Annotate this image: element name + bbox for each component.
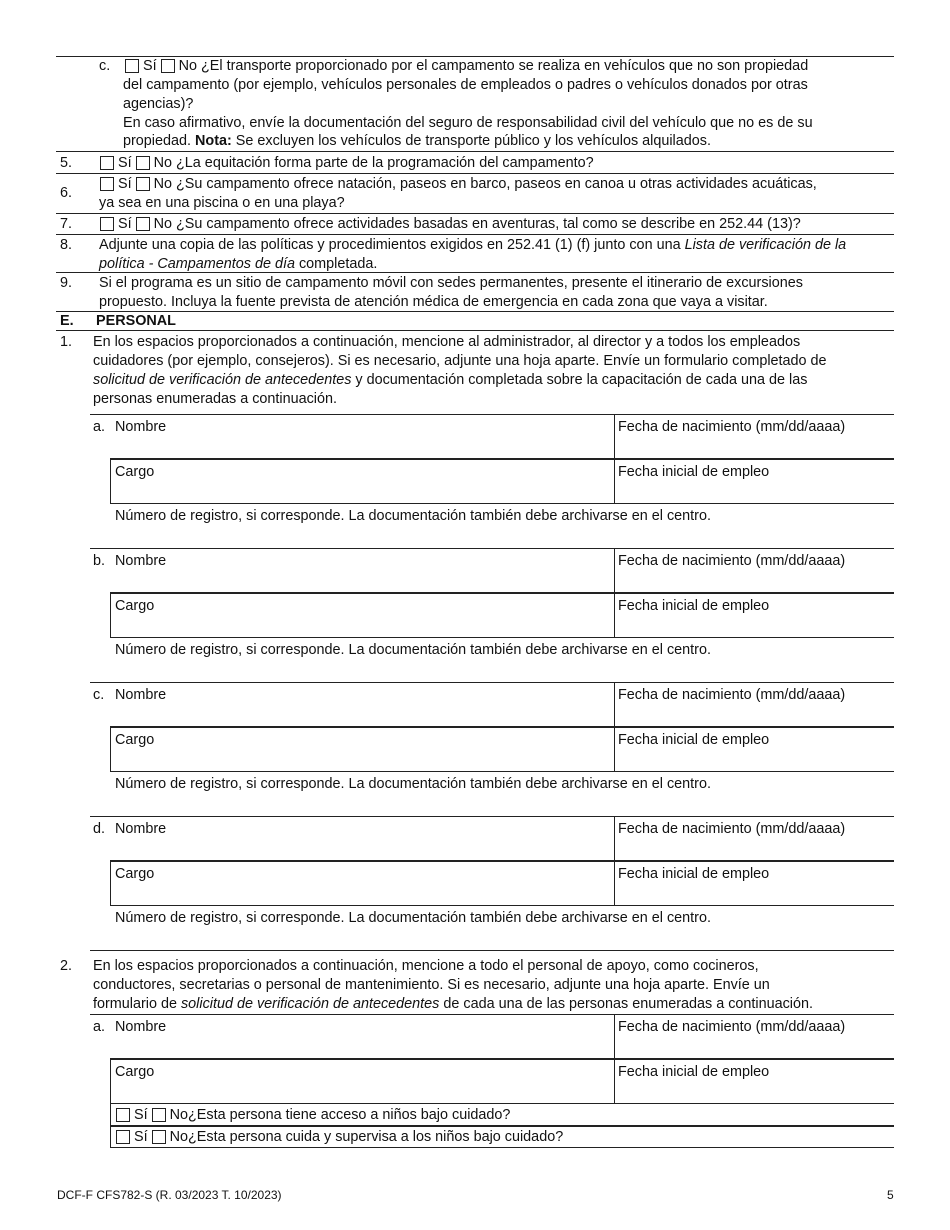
block-letter: c.	[93, 687, 105, 703]
rule	[90, 548, 894, 549]
registry-label[interactable]: Número de registro, si corresponde. La documentación también debe archivarse en el centro.	[115, 910, 711, 926]
item-number: 8.	[60, 237, 73, 253]
support-text-post: de cada una de las personas enumeradas a continuación.	[443, 996, 814, 1012]
no-checkbox[interactable]	[152, 1108, 166, 1122]
yes-checkbox[interactable]	[100, 217, 114, 231]
rule	[56, 311, 894, 312]
no-label: No	[169, 1107, 189, 1123]
block-letter: b.	[93, 553, 106, 569]
start-date-label[interactable]: Fecha inicial de empleo	[618, 732, 770, 748]
support-instructions: conductores, secretarias o personal de mantenimiento. Si es necesario, adjunte una hoja aparte. Envíe un	[93, 977, 770, 993]
divider	[110, 458, 111, 503]
rule	[90, 682, 894, 683]
rule	[90, 816, 894, 817]
item-number: 2.	[60, 958, 73, 974]
divider	[110, 726, 111, 771]
position-label[interactable]: Cargo	[115, 866, 155, 882]
form-id: DCF-F CFS782-S (R. 03/2023 T. 10/2023)	[57, 1188, 282, 1202]
question-text: ya sea en una piscina o en una playa?	[99, 195, 345, 211]
item-number: 1.	[60, 334, 73, 350]
start-date-label[interactable]: Fecha inicial de empleo	[618, 464, 770, 480]
registry-label[interactable]: Número de registro, si corresponde. La documentación también debe archivarse en el centro.	[115, 642, 711, 658]
rule	[110, 1147, 894, 1148]
name-label: Nombre	[115, 1019, 167, 1035]
note-prefix: propiedad.	[123, 133, 192, 149]
form-title: solicitud de verificación de antecedentes	[93, 372, 352, 388]
rule	[90, 414, 894, 415]
no-checkbox[interactable]	[136, 156, 150, 170]
policy-checklist-title-2: política - Campamentos de día	[99, 256, 295, 272]
yes-label: Sí	[118, 216, 132, 232]
adventure-question	[100, 215, 801, 234]
policy-checklist-title: Lista de verificación de la	[684, 237, 847, 253]
question-text: del campamento (por ejemplo, vehículos personales de empleados o padres o vehículos donados por otras	[123, 77, 808, 93]
no-checkbox[interactable]	[152, 1130, 166, 1144]
rule	[56, 173, 894, 174]
itinerary-text: propuesto. Incluya la fuente prevista de atención médica de emergencia en cada zona que vaya a visitar.	[99, 294, 768, 310]
position-label[interactable]: Cargo	[115, 598, 155, 614]
divider	[110, 860, 111, 905]
staff-instructions: En los espacios proporcionados a continuación, mencione al administrador, al director y a todos los empleados	[93, 334, 801, 350]
question-text: ¿La equitación forma parte de la programación del campamento?	[176, 155, 594, 171]
name-label[interactable]: Nombre	[115, 821, 167, 837]
no-checkbox[interactable]	[136, 177, 150, 191]
item-number: 9.	[60, 275, 73, 291]
rule	[110, 1058, 894, 1060]
rule	[110, 458, 894, 460]
no-label: No	[169, 1129, 189, 1145]
item-letter: c.	[99, 58, 111, 74]
itinerary-text: Si el programa es un sitio de campamento móvil con sedes permanentes, presente el itinerario de excursiones	[99, 275, 803, 291]
supervise-question	[116, 1128, 563, 1147]
registry-label[interactable]: Número de registro, si corresponde. La documentación también debe archivarse en el centro.	[115, 776, 711, 792]
yes-label: Sí	[134, 1107, 148, 1123]
rule	[110, 592, 894, 594]
item-number: 6.	[60, 185, 73, 201]
rule	[56, 330, 894, 331]
form-title: solicitud de verificación de antecedentes	[180, 996, 440, 1012]
policy-text	[99, 236, 846, 255]
yes-checkbox[interactable]	[100, 177, 114, 191]
rule	[56, 213, 894, 214]
position-label[interactable]: Cargo	[115, 732, 155, 748]
rule	[110, 860, 894, 862]
rule	[110, 905, 894, 906]
section-title: PERSONAL	[96, 313, 176, 329]
dob-label[interactable]: Fecha de nacimiento (mm/dd/aaaa)	[618, 553, 846, 569]
block-letter: d.	[93, 821, 106, 837]
rule	[56, 151, 894, 152]
question-text: ¿Esta persona cuida y supervisa a los niños bajo cuidado?	[188, 1129, 564, 1145]
yes-checkbox[interactable]	[116, 1108, 130, 1122]
dob-label: Fecha de nacimiento (mm/dd/aaaa)	[618, 1019, 846, 1035]
note-body: Se excluyen los vehículos de transporte público y los vehículos alquilados.	[235, 133, 711, 149]
yes-checkbox[interactable]	[125, 59, 139, 73]
no-label: No	[178, 58, 198, 74]
name-label[interactable]: Nombre	[115, 687, 167, 703]
position-label[interactable]: Cargo	[115, 464, 155, 480]
item-number: 7.	[60, 216, 73, 232]
no-checkbox[interactable]	[161, 59, 175, 73]
question-text: ¿Su campamento ofrece natación, paseos en barco, paseos en canoa u otras actividades acuáticas,	[176, 176, 817, 192]
rule	[110, 637, 894, 638]
rule	[110, 503, 894, 504]
support-instructions	[93, 995, 813, 1014]
note-text	[123, 132, 711, 151]
no-checkbox[interactable]	[136, 217, 150, 231]
question-text: agencias)?	[123, 96, 194, 112]
note-label: Nota:	[195, 133, 232, 149]
name-label[interactable]: Nombre	[115, 419, 167, 435]
support-text-pre: formulario de	[93, 996, 177, 1012]
item-number: 5.	[60, 155, 73, 171]
registry-label[interactable]: Número de registro, si corresponde. La documentación también debe archivarse en el centro.	[115, 508, 711, 524]
staff-instructions-3: y documentación completada sobre la capacitación de cada una de las	[355, 372, 808, 388]
yes-label: Sí	[118, 176, 132, 192]
start-date-label[interactable]: Fecha inicial de empleo	[618, 866, 770, 882]
question-text: ¿El transporte proporcionado por el campamento se realiza en vehículos que no son propiedad	[201, 58, 809, 74]
access-question	[116, 1106, 510, 1125]
position-label: Cargo	[115, 1064, 155, 1080]
water-question	[100, 175, 817, 194]
rule	[110, 726, 894, 728]
yes-label: Sí	[134, 1129, 148, 1145]
yes-checkbox[interactable]	[100, 156, 114, 170]
dob-label[interactable]: Fecha de nacimiento (mm/dd/aaaa)	[618, 821, 846, 837]
yes-label: Sí	[118, 155, 132, 171]
support-instructions: En los espacios proporcionados a continuación, mencione a todo el personal de apoyo, como cocineros,	[93, 958, 759, 974]
rule	[90, 1014, 894, 1015]
yes-checkbox[interactable]	[116, 1130, 130, 1144]
divider	[110, 592, 111, 637]
yes-label: Sí	[143, 58, 157, 74]
staff-instructions	[93, 371, 807, 390]
staff-instructions: cuidadores (por ejemplo, consejeros). Si es necesario, adjunte una hoja aparte. Envíe un formulario completado de	[93, 353, 827, 369]
dob-label[interactable]: Fecha de nacimiento (mm/dd/aaaa)	[618, 687, 846, 703]
block-letter: a.	[93, 1019, 106, 1035]
block-letter: a.	[93, 419, 106, 435]
question-text: ¿Esta persona tiene acceso a niños bajo cuidado?	[188, 1107, 511, 1123]
no-label: No	[153, 216, 173, 232]
instruction-text: En caso afirmativo, envíe la documentación del seguro de responsabilidad civil del vehículo que no es de su	[123, 115, 813, 131]
page-number: 5	[887, 1188, 894, 1202]
staff-instructions: personas enumeradas a continuación.	[93, 391, 338, 407]
name-label[interactable]: Nombre	[115, 553, 167, 569]
transport-question	[125, 57, 808, 76]
rule	[110, 1125, 894, 1127]
rule	[110, 771, 894, 772]
no-label: No	[153, 155, 173, 171]
question-text: ¿Su campamento ofrece actividades basadas en aventuras, tal como se describe en 252.44 (13)?	[176, 216, 801, 232]
policy-text-end: completada.	[298, 256, 378, 272]
section-letter: E.	[60, 313, 74, 329]
rule	[110, 1103, 894, 1104]
rule	[56, 234, 894, 235]
rule	[90, 950, 894, 951]
dob-label[interactable]: Fecha de nacimiento (mm/dd/aaaa)	[618, 419, 846, 435]
rule	[56, 272, 894, 273]
no-label: No	[153, 176, 173, 192]
start-date-label: Fecha inicial de empleo	[618, 1064, 770, 1080]
policy-text-1: Adjunte una copia de las políticas y procedimientos exigidos en 252.41 (1) (f) junto con una	[99, 237, 681, 253]
start-date-label[interactable]: Fecha inicial de empleo	[618, 598, 770, 614]
horse-question	[100, 154, 594, 173]
